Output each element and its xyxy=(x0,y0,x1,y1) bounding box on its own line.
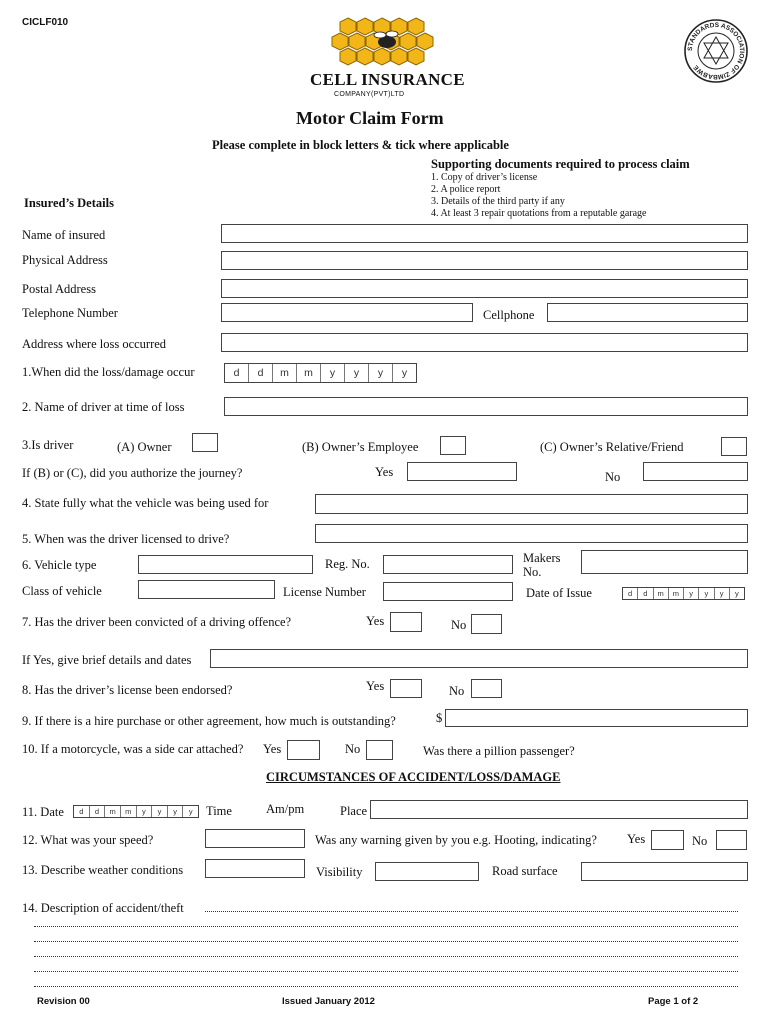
owner-checkbox[interactable] xyxy=(192,433,218,452)
date-cell-y: y xyxy=(729,588,744,599)
warning-yes-checkbox[interactable] xyxy=(651,830,684,850)
q5-label: 5. When was the driver licensed to drive? xyxy=(22,532,230,546)
description-line[interactable] xyxy=(34,956,738,957)
honeycomb-logo-icon xyxy=(330,16,440,72)
visibility-input[interactable] xyxy=(375,862,479,881)
place-input[interactable] xyxy=(370,800,748,819)
name-input[interactable] xyxy=(221,224,748,243)
q7-label: 7. Has the driver been convicted of a driving offence? xyxy=(22,615,292,629)
q1-label: 1.When did the loss/damage occur xyxy=(22,365,195,379)
supporting-item: 3. Details of the third party if any xyxy=(431,196,565,207)
company-logo xyxy=(330,16,440,72)
convicted-yes-label: Yes xyxy=(366,614,385,628)
description-line[interactable] xyxy=(34,926,738,927)
form-title: Motor Claim Form xyxy=(296,108,444,128)
svg-text:STANDARDS ASSOCIATION OF ZIMBA: STANDARDS ASSOCIATION OF ZIMBABWE xyxy=(686,21,746,81)
instruction: Please complete in block letters & tick where applicable xyxy=(212,138,509,152)
date-cell-y: y xyxy=(714,588,729,599)
q9-label: 9. If there is a hire purchase or other agreement, how much is outstanding? xyxy=(22,714,396,728)
q8-label: 8. Has the driver’s license been endorsed? xyxy=(22,683,233,697)
ampm-label: Am/pm xyxy=(266,802,305,816)
relative-label: (C) Owner’s Relative/Friend xyxy=(540,440,684,454)
authorize-yes-label: Yes xyxy=(375,465,394,479)
description-line[interactable] xyxy=(34,941,738,942)
date-cell-y: y xyxy=(683,588,698,599)
date-cell-m: m xyxy=(104,806,120,817)
company-sub: COMPANY(PVT)LTD xyxy=(334,91,405,98)
description-line[interactable] xyxy=(205,911,738,912)
date-cell-y: y xyxy=(392,364,416,382)
cellphone-label: Cellphone xyxy=(483,308,535,322)
address-loss-label: Address where loss occurred xyxy=(22,337,167,351)
pillion-label: Was there a pillion passenger? xyxy=(423,744,575,758)
date-cell-d: d xyxy=(637,588,652,599)
issued-label: Issued January 2012 xyxy=(282,996,375,1007)
telephone-label: Telephone Number xyxy=(22,306,118,320)
employee-checkbox[interactable] xyxy=(440,436,466,455)
description-line[interactable] xyxy=(34,971,738,972)
issue-date-input[interactable] xyxy=(622,587,745,600)
q2-label: 2. Name of driver at time of loss xyxy=(22,400,185,414)
weather-input[interactable] xyxy=(205,859,305,878)
reg-label: Reg. No. xyxy=(325,557,370,571)
license-number-label: License Number xyxy=(283,585,366,599)
circumstances-heading: CIRCUMSTANCES OF ACCIDENT/LOSS/DAMAGE xyxy=(266,770,561,784)
owner-label: (A) Owner xyxy=(117,440,172,454)
makers-input[interactable] xyxy=(581,550,748,574)
convicted-no-label: No xyxy=(451,618,467,632)
conviction-details-label: If Yes, give brief details and dates xyxy=(22,653,192,667)
visibility-label: Visibility xyxy=(316,865,363,879)
address-loss-input[interactable] xyxy=(221,333,748,352)
employee-label: (B) Owner’s Employee xyxy=(302,440,419,454)
q10-label: 10. If a motorcycle, was a side car attached? xyxy=(22,742,244,756)
time-label: Time xyxy=(206,804,232,818)
supporting-item: 2. A police report xyxy=(431,184,501,195)
place-label: Place xyxy=(340,804,368,818)
supporting-item: 4. At least 3 repair quotations from a reputable garage xyxy=(431,208,647,219)
date-cell-y: y xyxy=(136,806,152,817)
endorsed-yes-checkbox[interactable] xyxy=(390,679,422,698)
q12-label: 12. What was your speed? xyxy=(22,833,154,847)
endorsed-no-checkbox[interactable] xyxy=(471,679,502,698)
road-surface-input[interactable] xyxy=(581,862,748,881)
authorize-yes-input[interactable] xyxy=(407,462,517,481)
postal-address-label: Postal Address xyxy=(22,282,96,296)
loss-date-input[interactable] xyxy=(224,363,417,383)
physical-address-label: Physical Address xyxy=(22,253,108,267)
sidecar-yes-checkbox[interactable] xyxy=(287,740,320,760)
certification-seal xyxy=(683,18,749,84)
seal-icon xyxy=(683,18,749,84)
road-surface-label: Road surface xyxy=(492,864,558,878)
supporting-heading: Supporting documents required to process claim xyxy=(431,157,690,171)
q3-label: 3.Is driver xyxy=(22,438,74,452)
date-cell-d: d xyxy=(248,364,272,382)
sidecar-yes-label: Yes xyxy=(263,742,282,756)
description-line[interactable] xyxy=(34,986,738,987)
physical-address-input[interactable] xyxy=(221,251,748,270)
date-cell-y: y xyxy=(698,588,713,599)
endorsed-no-label: No xyxy=(449,684,465,698)
date-cell-y: y xyxy=(182,806,198,817)
warning-yes-label: Yes xyxy=(627,832,646,846)
telephone-input[interactable] xyxy=(221,303,473,322)
q13-label: 13. Describe weather conditions xyxy=(22,863,184,877)
date-cell-d: d xyxy=(628,589,633,598)
q6-label: 6. Vehicle type xyxy=(22,558,97,572)
class-label: Class of vehicle xyxy=(22,584,102,598)
postal-address-input[interactable] xyxy=(221,279,748,298)
revision-label: Revision 00 xyxy=(37,996,90,1007)
date-cell-m: m xyxy=(272,364,296,382)
date-cell-d: d xyxy=(89,806,105,817)
q14-label: 14. Description of accident/theft xyxy=(22,901,184,915)
class-input[interactable] xyxy=(138,580,275,599)
date-cell-d: d xyxy=(233,367,240,379)
date-cell-y: y xyxy=(368,364,392,382)
date-cell-m: m xyxy=(653,588,668,599)
date-cell-y: y xyxy=(344,364,368,382)
form-code: CICLF010 xyxy=(22,17,69,28)
conviction-details-input[interactable] xyxy=(210,649,748,668)
cellphone-input[interactable] xyxy=(547,303,748,322)
license-number-input[interactable] xyxy=(383,582,513,601)
speed-input[interactable] xyxy=(205,829,305,848)
reg-input[interactable] xyxy=(383,555,513,574)
date-cell-m: m xyxy=(120,806,136,817)
warning-label: Was any warning given by you e.g. Hooting, indicating? xyxy=(315,833,597,847)
convicted-yes-checkbox[interactable] xyxy=(390,612,422,632)
relative-checkbox[interactable] xyxy=(721,437,747,456)
date-cell-y: y xyxy=(320,364,344,382)
authorize-no-label: No xyxy=(605,470,621,484)
date-issue-label: Date of Issue xyxy=(526,586,592,600)
endorsed-yes-label: Yes xyxy=(366,679,385,693)
vehicle-type-input[interactable] xyxy=(138,555,313,574)
outstanding-amount-input[interactable] xyxy=(445,709,748,727)
q11-label: 11. Date xyxy=(22,805,64,819)
licensed-date-input[interactable] xyxy=(315,524,748,543)
sidecar-no-checkbox[interactable] xyxy=(366,740,393,760)
q4-label: 4. State fully what the vehicle was being used for xyxy=(22,496,269,510)
name-label: Name of insured xyxy=(22,228,106,242)
currency-label: $ xyxy=(436,711,443,725)
date-cell-y: y xyxy=(167,806,183,817)
vehicle-use-input[interactable] xyxy=(315,494,748,514)
date-cell-d: d xyxy=(79,807,84,816)
insured-heading: Insured’s Details xyxy=(24,196,114,210)
authorize-label: If (B) or (C), did you authorize the journey? xyxy=(22,466,243,480)
authorize-no-input[interactable] xyxy=(643,462,748,481)
driver-name-input[interactable] xyxy=(224,397,748,416)
accident-date-input[interactable] xyxy=(73,805,199,818)
company-name: CELL INSURANCE xyxy=(310,70,465,89)
convicted-no-checkbox[interactable] xyxy=(471,614,502,634)
warning-no-checkbox[interactable] xyxy=(716,830,747,850)
supporting-item: 1. Copy of driver’s license xyxy=(431,172,538,183)
page-number: Page 1 of 2 xyxy=(648,996,699,1007)
makers-label: Makers No. xyxy=(523,551,561,579)
date-cell-m: m xyxy=(668,588,683,599)
sidecar-no-label: No xyxy=(345,742,361,756)
date-cell-m: m xyxy=(296,364,320,382)
warning-no-label: No xyxy=(692,834,708,848)
date-cell-y: y xyxy=(151,806,167,817)
